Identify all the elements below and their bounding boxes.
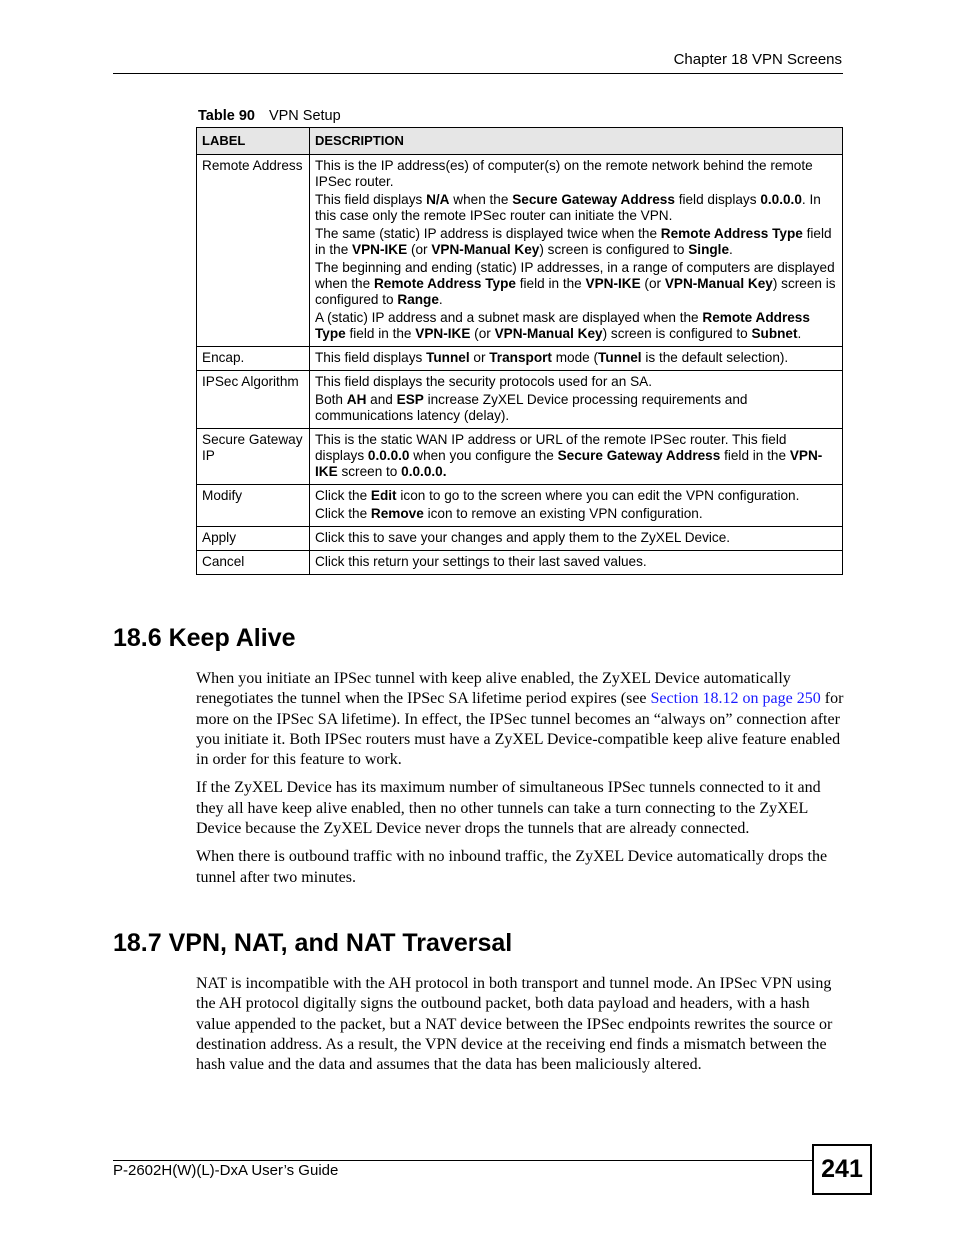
chapter-header: Chapter 18 VPN Screens xyxy=(673,51,842,68)
description-text: or xyxy=(469,350,490,365)
description-text: increase ZyXEL Device processing requirements and communications latency (delay). xyxy=(315,392,748,423)
description-paragraph xyxy=(315,158,837,190)
emphasis-term: ESP xyxy=(396,392,424,407)
description-text: . xyxy=(797,326,802,341)
description-text: This is the IP address(es) of computer(s) on the remote network behind the remote IPSec router. xyxy=(315,158,813,189)
description-text: Click this return your settings to their last saved values. xyxy=(315,554,647,569)
emphasis-term: Tunnel xyxy=(598,350,642,365)
table-body xyxy=(197,155,843,575)
description-text: field displays xyxy=(674,192,761,207)
table-row xyxy=(197,429,843,485)
description-paragraph xyxy=(315,192,837,224)
emphasis-term: Tunnel xyxy=(426,350,470,365)
description-text: This field displays xyxy=(315,192,427,207)
table-header-row xyxy=(197,128,843,155)
description-text: ) screen is configured to xyxy=(315,276,836,307)
description-text: when the xyxy=(449,192,513,207)
emphasis-term: 0.0.0.0 xyxy=(367,448,410,463)
keep-alive-paragraph-2: If the ZyXEL Device has its maximum number of simultaneous IPSec tunnels connected to it and they all have keep alive enabled, then no other tunnels can take a turn connecting to the ZyXEL Device because the ZyXEL Device never drops the tunnels that are already connected. xyxy=(196,779,821,838)
section-heading-nat-traversal: 18.7 VPN, NAT, and NAT Traversal xyxy=(113,929,513,957)
table-row xyxy=(197,551,843,575)
description-text: is the default selection). xyxy=(641,350,789,365)
description-text: when you configure the xyxy=(409,448,558,463)
row-label: Remote Address xyxy=(197,155,310,347)
description-text: This is the static WAN IP address or URL of the remote IPSec router. This field displays xyxy=(315,432,787,463)
description-paragraph xyxy=(315,392,837,424)
keep-alive-body xyxy=(196,669,844,896)
emphasis-term: 0.0.0.0 xyxy=(760,192,802,207)
row-label: Apply xyxy=(197,527,310,551)
description-text: and xyxy=(366,392,397,407)
description-text: mode ( xyxy=(551,350,599,365)
description-paragraph xyxy=(315,226,837,258)
row-description xyxy=(310,551,843,575)
row-description xyxy=(310,347,843,371)
vpn-setup-table xyxy=(196,127,843,575)
footer-divider xyxy=(113,1160,813,1161)
table-caption-number: Table 90 xyxy=(198,108,255,124)
table-row xyxy=(197,527,843,551)
section-cross-reference-link[interactable]: Section 18.12 on page 250 xyxy=(650,690,821,708)
description-text: (or xyxy=(470,326,495,341)
description-text: (or xyxy=(407,242,432,257)
row-label: IPSec Algorithm xyxy=(197,371,310,429)
description-text: (or xyxy=(640,276,665,291)
description-text: . xyxy=(438,292,443,307)
table-caption-title: VPN Setup xyxy=(268,108,341,124)
description-paragraph xyxy=(315,374,837,390)
description-paragraph xyxy=(315,260,837,308)
emphasis-term: Remote Address Type xyxy=(315,310,810,341)
description-text: ) screen is configured to xyxy=(539,242,689,257)
description-text: . In this case only the remote IPSec router can initiate the VPN. xyxy=(315,192,821,223)
emphasis-term: VPN-IKE xyxy=(352,242,408,257)
emphasis-term: Remote Address Type xyxy=(660,226,803,241)
page-number: 241 xyxy=(812,1144,872,1195)
description-text: ) screen is configured to xyxy=(602,326,752,341)
keep-alive-paragraph-3: When there is outbound traffic with no inbound traffic, the ZyXEL Device automatically drops the tunnel after two minutes. xyxy=(196,848,828,886)
column-header-label: LABEL xyxy=(197,128,310,155)
description-text: field in the xyxy=(315,226,832,257)
row-description xyxy=(310,429,843,485)
emphasis-term: Range xyxy=(397,292,439,307)
emphasis-term: Secure Gateway Address xyxy=(512,192,675,207)
row-description xyxy=(310,371,843,429)
description-paragraph xyxy=(315,310,837,342)
column-header-description: DESCRIPTION xyxy=(310,128,843,155)
emphasis-term: 0.0.0.0. xyxy=(401,464,447,479)
description-text: field in the xyxy=(345,326,416,341)
description-text: A (static) IP address and a subnet mask are displayed when the xyxy=(315,310,703,325)
row-label: Modify xyxy=(197,485,310,527)
description-text: screen to xyxy=(337,464,402,479)
description-paragraph xyxy=(315,530,837,546)
table-row xyxy=(197,155,843,347)
description-text: . xyxy=(729,242,733,257)
description-paragraph xyxy=(315,488,837,504)
emphasis-term: Single xyxy=(688,242,730,257)
table-row xyxy=(197,371,843,429)
emphasis-term: Remove xyxy=(370,506,424,521)
emphasis-term: Edit xyxy=(370,488,397,503)
description-text: field in the xyxy=(720,448,790,463)
description-text: Click this to save your changes and apply them to the ZyXEL Device. xyxy=(315,530,731,545)
row-label: Encap. xyxy=(197,347,310,371)
nat-body xyxy=(196,974,844,1083)
description-paragraph xyxy=(315,350,837,366)
emphasis-term: VPN-IKE xyxy=(585,276,641,291)
emphasis-term: Subnet xyxy=(751,326,798,341)
emphasis-term: VPN-Manual Key xyxy=(494,326,603,341)
emphasis-term: VPN-Manual Key xyxy=(664,276,773,291)
description-text: Both xyxy=(315,392,347,407)
emphasis-term: VPN-Manual Key xyxy=(431,242,540,257)
description-text: Click the xyxy=(315,488,371,503)
description-text: field in the xyxy=(515,276,586,291)
description-paragraph xyxy=(315,506,837,522)
table-row xyxy=(197,347,843,371)
description-text: The beginning and ending (static) IP addresses, in a range of computers are displayed when the xyxy=(315,260,835,291)
emphasis-term: N/A xyxy=(426,192,450,207)
description-paragraph xyxy=(315,432,837,480)
description-text: The same (static) IP address is displayed twice when the xyxy=(315,226,661,241)
table-row xyxy=(197,485,843,527)
emphasis-term: Transport xyxy=(489,350,552,365)
emphasis-term: VPN-IKE xyxy=(415,326,471,341)
description-paragraph xyxy=(315,554,837,570)
description-text: This field displays xyxy=(315,350,427,365)
emphasis-term: Secure Gateway Address xyxy=(557,448,721,463)
row-description xyxy=(310,485,843,527)
row-label: Secure Gateway IP xyxy=(197,429,310,485)
description-text: This field displays the security protocols used for an SA. xyxy=(315,374,652,389)
keep-alive-p1-text-a: When you initiate an IPSec tunnel with keep alive enabled, the ZyXEL Device automatically renegotiates the tunnel when the IPSec SA lifetime period expires (see xyxy=(196,670,791,708)
row-label: Cancel xyxy=(197,551,310,575)
row-description xyxy=(310,155,843,347)
section-heading-keep-alive: 18.6 Keep Alive xyxy=(113,624,296,652)
table-caption xyxy=(198,108,341,124)
row-description xyxy=(310,527,843,551)
keep-alive-p1-text-b: for more on the IPSec SA lifetime). In effect, the IPSec tunnel becomes an “always on” connection after you initiate it. Both IPSec routers must have a ZyXEL Device-compatible keep alive feature enabled in order for this feature to work. xyxy=(196,690,844,769)
nat-paragraph-1: NAT is incompatible with the AH protocol in both transport and tunnel mode. An IPSec VPN using the AH protocol digitally signs the outbound packet, both data payload and headers, with a hash value appended to the packet, but a NAT device between the IPSec endpoints rewrites the source or destination address. As a result, the VPN device at the receiving end finds a mismatch between the hash value and the data and assumes that the data has been maliciously altered. xyxy=(196,975,833,1074)
emphasis-term: Remote Address Type xyxy=(373,276,516,291)
emphasis-term: VPN-IKE xyxy=(315,448,823,479)
description-text: Click the xyxy=(315,506,371,521)
description-text: icon to go to the screen where you can edit the VPN configuration. xyxy=(396,488,800,503)
emphasis-term: AH xyxy=(346,392,367,407)
guide-title: P-2602H(W)(L)-DxA User’s Guide xyxy=(113,1162,339,1179)
header-divider xyxy=(113,73,843,74)
keep-alive-paragraph-1 xyxy=(196,669,844,770)
description-text: icon to remove an existing VPN configuration. xyxy=(423,506,703,521)
